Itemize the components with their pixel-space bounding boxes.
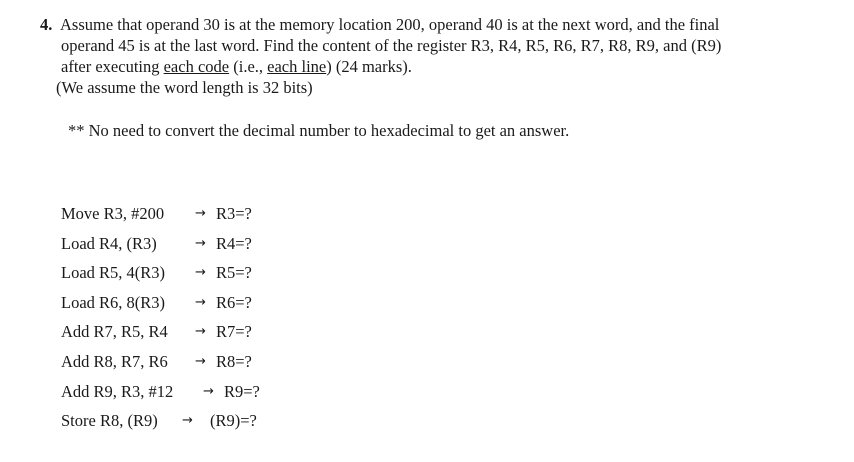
- instruction-result: R6=?: [216, 292, 252, 312]
- question-line-3: [40, 56, 830, 77]
- question-text-1: Assume that operand 30 is at the memory location 200, operand 40 is at the next word, and the final: [60, 15, 720, 34]
- instruction-row: [61, 350, 252, 380]
- instruction-text: Store R8, (R9): [61, 411, 158, 431]
- instruction-row: [61, 291, 252, 321]
- question-text-3a: after executing: [61, 57, 164, 76]
- question-text-3c: ) (24 marks).: [326, 57, 412, 76]
- hexadecimal-note: ** No need to convert the decimal number to hexadecimal to get an answer.: [68, 121, 570, 140]
- arrow-icon: →: [182, 413, 193, 429]
- instruction-result: R4=?: [216, 233, 252, 253]
- instruction-text: Load R4, (R3): [61, 233, 157, 253]
- instruction-result: (R9)=?: [210, 411, 257, 431]
- underlined-each-line: each line: [267, 57, 327, 76]
- arrow-icon: →: [195, 353, 206, 369]
- underlined-each-code: each code: [163, 57, 230, 76]
- arrow-icon: →: [195, 206, 206, 221]
- question-line-1: [40, 14, 830, 35]
- arrow-icon: →: [195, 265, 206, 281]
- instruction-result: R7=?: [216, 322, 252, 342]
- question-block: [40, 14, 830, 98]
- instruction-text: Move R3, #200: [61, 204, 165, 223]
- arrow-icon: →: [195, 235, 206, 251]
- instruction-result: R3=?: [216, 204, 252, 223]
- instruction-row: [61, 232, 252, 262]
- arrow-icon: →: [195, 324, 206, 340]
- instruction-text: Load R6, 8(R3): [61, 292, 166, 312]
- question-number: 4.: [40, 15, 53, 34]
- question-line-2: operand 45 is at the last word. Find the content of the register R3, R4, R5, R6, R7, R8, R9, and (R9): [61, 36, 722, 55]
- instruction-row: [61, 409, 257, 439]
- instruction-result: R5=?: [216, 263, 252, 283]
- arrow-icon: →: [203, 383, 214, 399]
- instruction-text: Load R5, 4(R3): [61, 263, 166, 283]
- question-text-3b: (i.e.,: [229, 57, 268, 76]
- instruction-row: [61, 320, 252, 350]
- instruction-row: [61, 261, 252, 291]
- instruction-row: [61, 380, 260, 410]
- instruction-text: Add R9, R3, #12: [61, 381, 174, 401]
- word-length-note: (We assume the word length is 32 bits): [56, 78, 313, 97]
- instruction-result: R8=?: [216, 351, 252, 371]
- instruction-text: Add R7, R5, R4: [61, 322, 168, 342]
- arrow-icon: →: [195, 294, 206, 310]
- instruction-row: [61, 202, 252, 232]
- instruction-result: R9=?: [224, 381, 260, 401]
- instruction-text: Add R8, R7, R6: [61, 351, 168, 371]
- instruction-list: [61, 202, 260, 439]
